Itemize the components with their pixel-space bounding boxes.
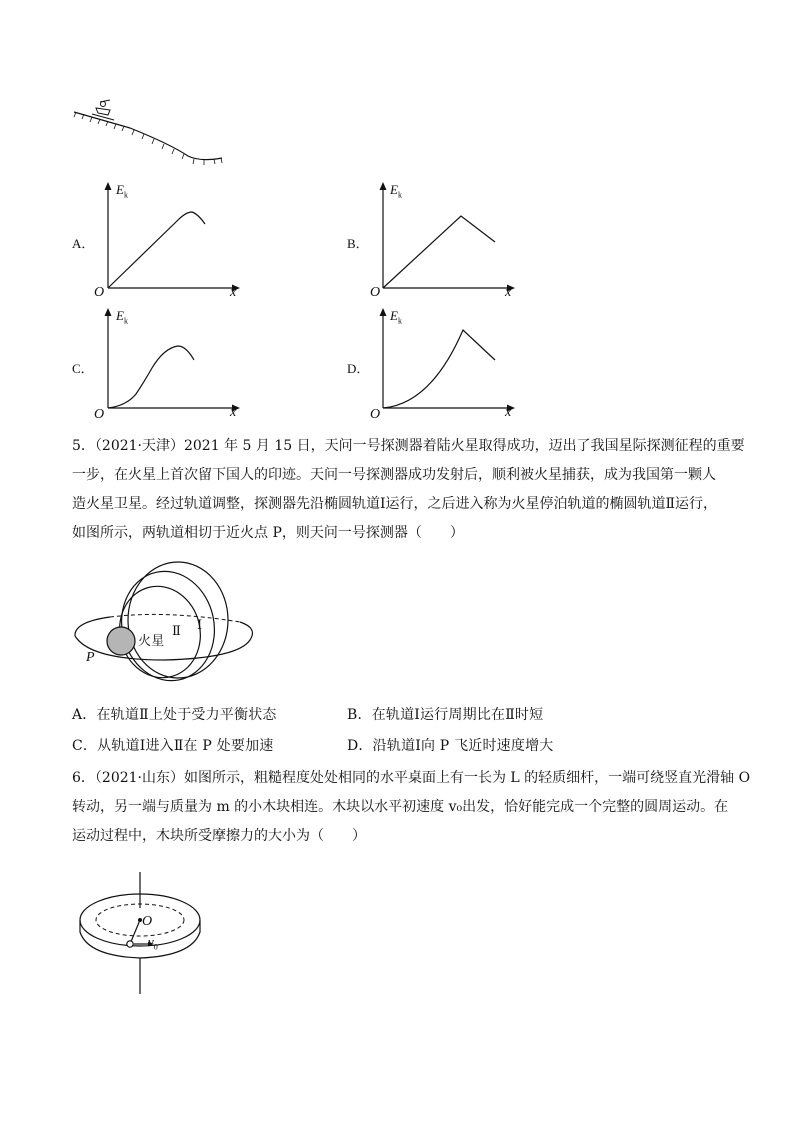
question-5-line-2: 一步，在火星上首次留下国人的印迹。天问一号探测器成功发射后，顺利被火星捕获，成为我国第一颗人 xyxy=(72,467,716,483)
graph-b-xlabel: x xyxy=(505,285,512,300)
mars-sphere xyxy=(107,627,135,655)
disk-figure xyxy=(78,872,208,997)
graph-c-xlabel: x xyxy=(230,405,237,420)
q5-option-a[interactable]: A．在轨道Ⅱ上处于受力平衡状态 xyxy=(72,707,277,723)
center-o-label: O xyxy=(142,914,153,929)
graph-b-ylabel: $E_k$ xyxy=(390,182,402,200)
question-6-line-3: 运动过程中，木块所受摩擦力的大小为（ ） xyxy=(72,828,366,844)
graph-a-ylabel: $E_k$ xyxy=(116,182,128,200)
question-5-line-3: 造火星卫星。经过轨道调整，探测器先沿椭圆轨道Ⅰ运行，之后进入称为火星停泊轨道的椭圆轨道Ⅱ运行， xyxy=(72,496,718,512)
orbit-outer xyxy=(128,562,228,678)
option-a-label: A． xyxy=(72,236,95,251)
question-5-line-1: 5．（2021·天津）2021 年 5 月 15 日，天问一号探测器着陆火星取得成功，迈出了我国星际探测征程的重要 xyxy=(72,438,745,454)
curve-c xyxy=(108,346,194,408)
curve-b xyxy=(383,216,495,288)
graph-d-xlabel: x xyxy=(505,405,512,420)
graph-b-origin: O xyxy=(370,285,381,300)
option-d-label: D． xyxy=(347,361,370,376)
q5-option-d[interactable]: D．沿轨道Ⅰ向 P 飞近时速度增大 xyxy=(347,738,554,754)
option-b-label: B． xyxy=(347,236,369,251)
graph-a-xlabel: x xyxy=(230,285,237,300)
question-6-line-2: 转动，另一端与质量为 m 的小木块相连。木块以水平初速度 v₀出发，恰好能完成一个完整的圆周运动。在 xyxy=(72,799,729,815)
equator-front-left xyxy=(75,617,110,636)
graph-a-origin: O xyxy=(94,285,105,300)
question-5-text xyxy=(72,432,745,548)
q5-option-b[interactable]: B．在轨道Ⅰ运行周期比在Ⅱ时短 xyxy=(347,707,544,723)
graph-c-origin: O xyxy=(94,407,105,422)
curve-a xyxy=(108,212,205,288)
skier-icon xyxy=(92,100,114,120)
option-c-label: C． xyxy=(72,361,94,376)
graph-c-ylabel: $E_k$ xyxy=(116,308,128,326)
block-dot xyxy=(127,941,133,947)
mars-label: 火星 xyxy=(138,634,165,649)
point-p-label: P xyxy=(86,650,95,665)
orbit-figure xyxy=(70,560,260,692)
question-6-line-1: 6．（2021·山东）如图所示，粗糙程度处处相同的水平桌面上有一长为 L 的轻质细杆，一端可绕竖直光滑轴 O xyxy=(72,770,751,786)
velocity-label: $v_0$ xyxy=(148,934,158,952)
q5-option-c[interactable]: C．从轨道Ⅰ进入Ⅱ在 P 处要加速 xyxy=(72,738,274,754)
equator-back xyxy=(110,614,240,622)
question-5-line-4: 如图所示，两轨道相切于近火点 P，则天问一号探测器（ ） xyxy=(72,525,464,541)
question-6-text xyxy=(72,764,750,851)
skier-slope-figure xyxy=(70,98,230,170)
orbit-2-label: Ⅱ xyxy=(172,624,182,639)
graph-d-ylabel: $E_k$ xyxy=(390,308,402,326)
orbit-1-label: Ⅰ xyxy=(197,618,203,633)
curve-d xyxy=(383,330,495,408)
rod xyxy=(130,920,140,944)
graph-d-origin: O xyxy=(370,407,381,422)
